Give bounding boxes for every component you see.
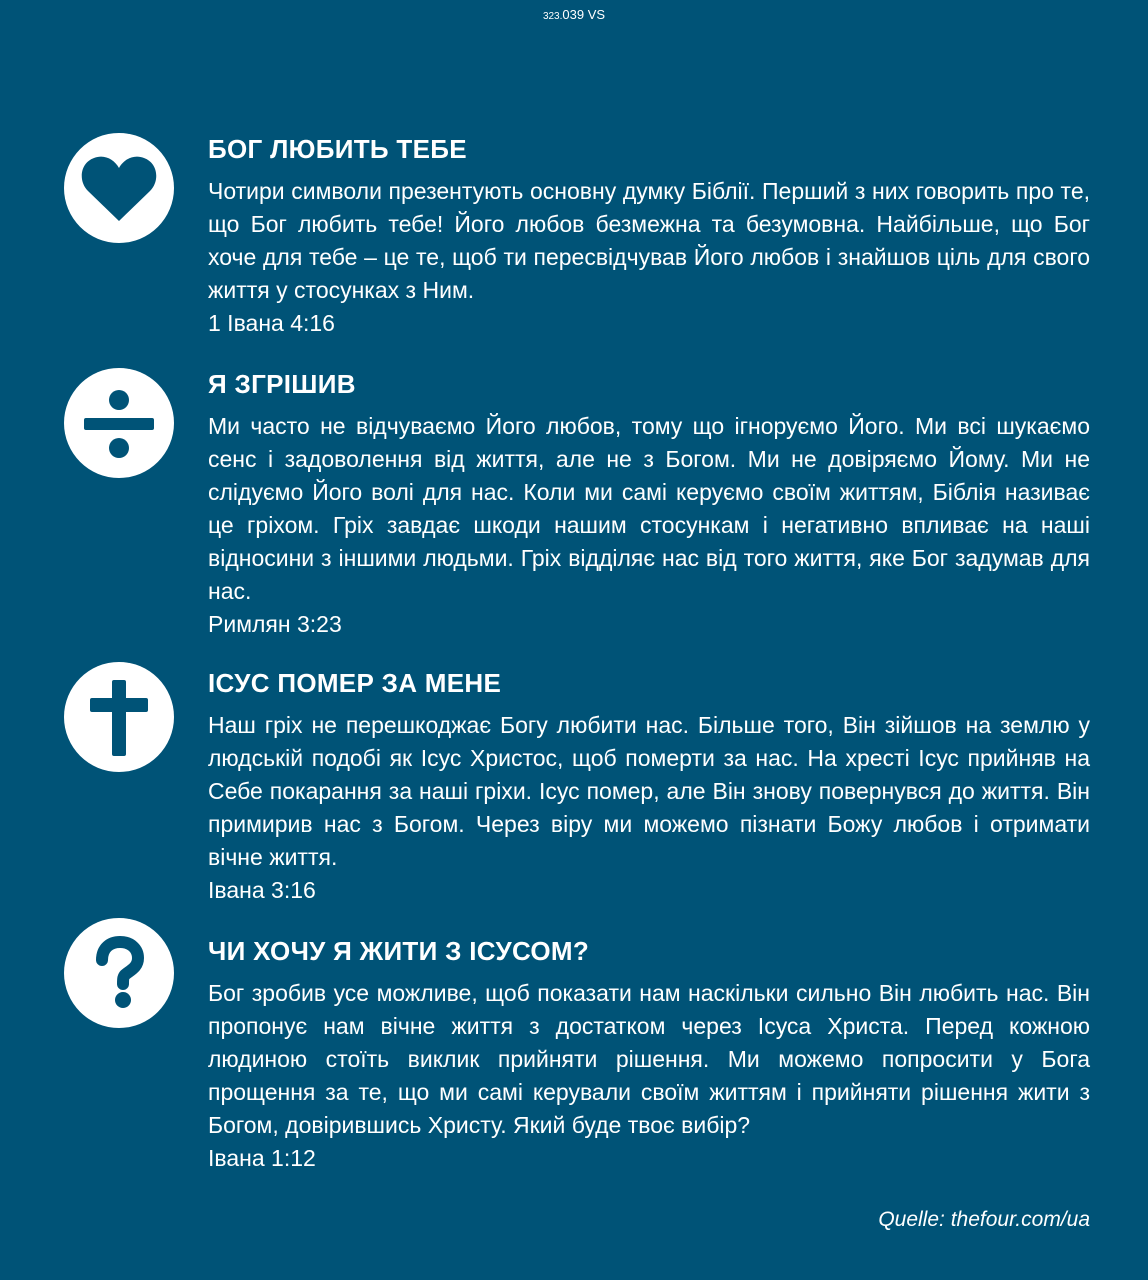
division-icon	[64, 368, 174, 478]
heart-icon	[64, 133, 174, 243]
bible-reference: Івана 1:12	[208, 1145, 316, 1171]
section-content	[208, 667, 1090, 907]
document-code-prefix: 323.	[542, 11, 563, 22]
section-text: Бог зробив усе можливе, щоб показати нам наскільки сильно Він любить нас. Він пропонує нам вічне життя з достатком через Ісуса Христа. Перед кожною людиною стоїть виклик прийняти рішення. Ми можемо попросити у Бога прощення за те, що ми самі керували своїм життям і прийняти рішення жити з Богом, довірившись Христу. Який буде твоє вибір?	[208, 980, 1090, 1138]
section-content	[208, 935, 1090, 1175]
section-title: ІСУС ПОМЕР ЗА МЕНЕ	[208, 668, 502, 698]
section-text: Наш гріх не перешкоджає Богу любити нас. Більше того, Він зійшов на землю у людській подобі як Ісус Христос, щоб померти за нас. На хресті Ісус прийняв на Себе покарання за наші гріхи. Ісус помер, але Він знову повернувся до життя. Він примирив нас з Богом. Через віру ми можемо пізнати Божу любов і отримати вічне життя.	[208, 712, 1090, 870]
section-content	[208, 133, 1090, 340]
question-mark-icon	[64, 918, 174, 1028]
document-code	[0, 7, 1148, 22]
section-title: БОГ ЛЮБИТЬ ТЕБЕ	[208, 134, 467, 164]
source-credit: Quelle: thefour.com/ua	[878, 1208, 1090, 1231]
bible-reference: Івана 3:16	[208, 877, 316, 903]
document-code-rest: 039 VS	[562, 7, 606, 22]
section-title: ЧИ ХОЧУ Я ЖИТИ З ІСУСОМ?	[208, 936, 590, 966]
section-text: Ми часто не відчуваємо Його любов, тому що ігноруємо Його. Ми всі шукаємо сенс і задоволення від життя, але не з Богом. Ми не довіряємо Йому. Ми не слідуємо Його волі для нас. Коли ми самі керуємо своїм життям, Біблія називає це гріхом. Гріх завдає шкоди нашим стосункам і негативно впливає на наші відносини з іншими людьми. Гріх відділяє нас від того життя, яке Бог задумав для нас.	[208, 413, 1090, 604]
section-title: Я ЗГРІШИВ	[208, 369, 356, 399]
section-text: Чотири символи презентують основну думку Біблії. Перший з них говорить про те, що Бог любить тебе! Його любов безмежна та безумовна. Найбільше, що Бог хоче для тебе – це те, щоб ти пересвідчував Його любов і знайшов ціль для свого життя у стосунках з Ним.	[208, 178, 1090, 303]
section-content	[208, 368, 1090, 641]
bible-reference: Римлян 3:23	[208, 611, 342, 637]
bible-reference: 1 Івана 4:16	[208, 310, 335, 336]
cross-icon	[64, 662, 174, 772]
